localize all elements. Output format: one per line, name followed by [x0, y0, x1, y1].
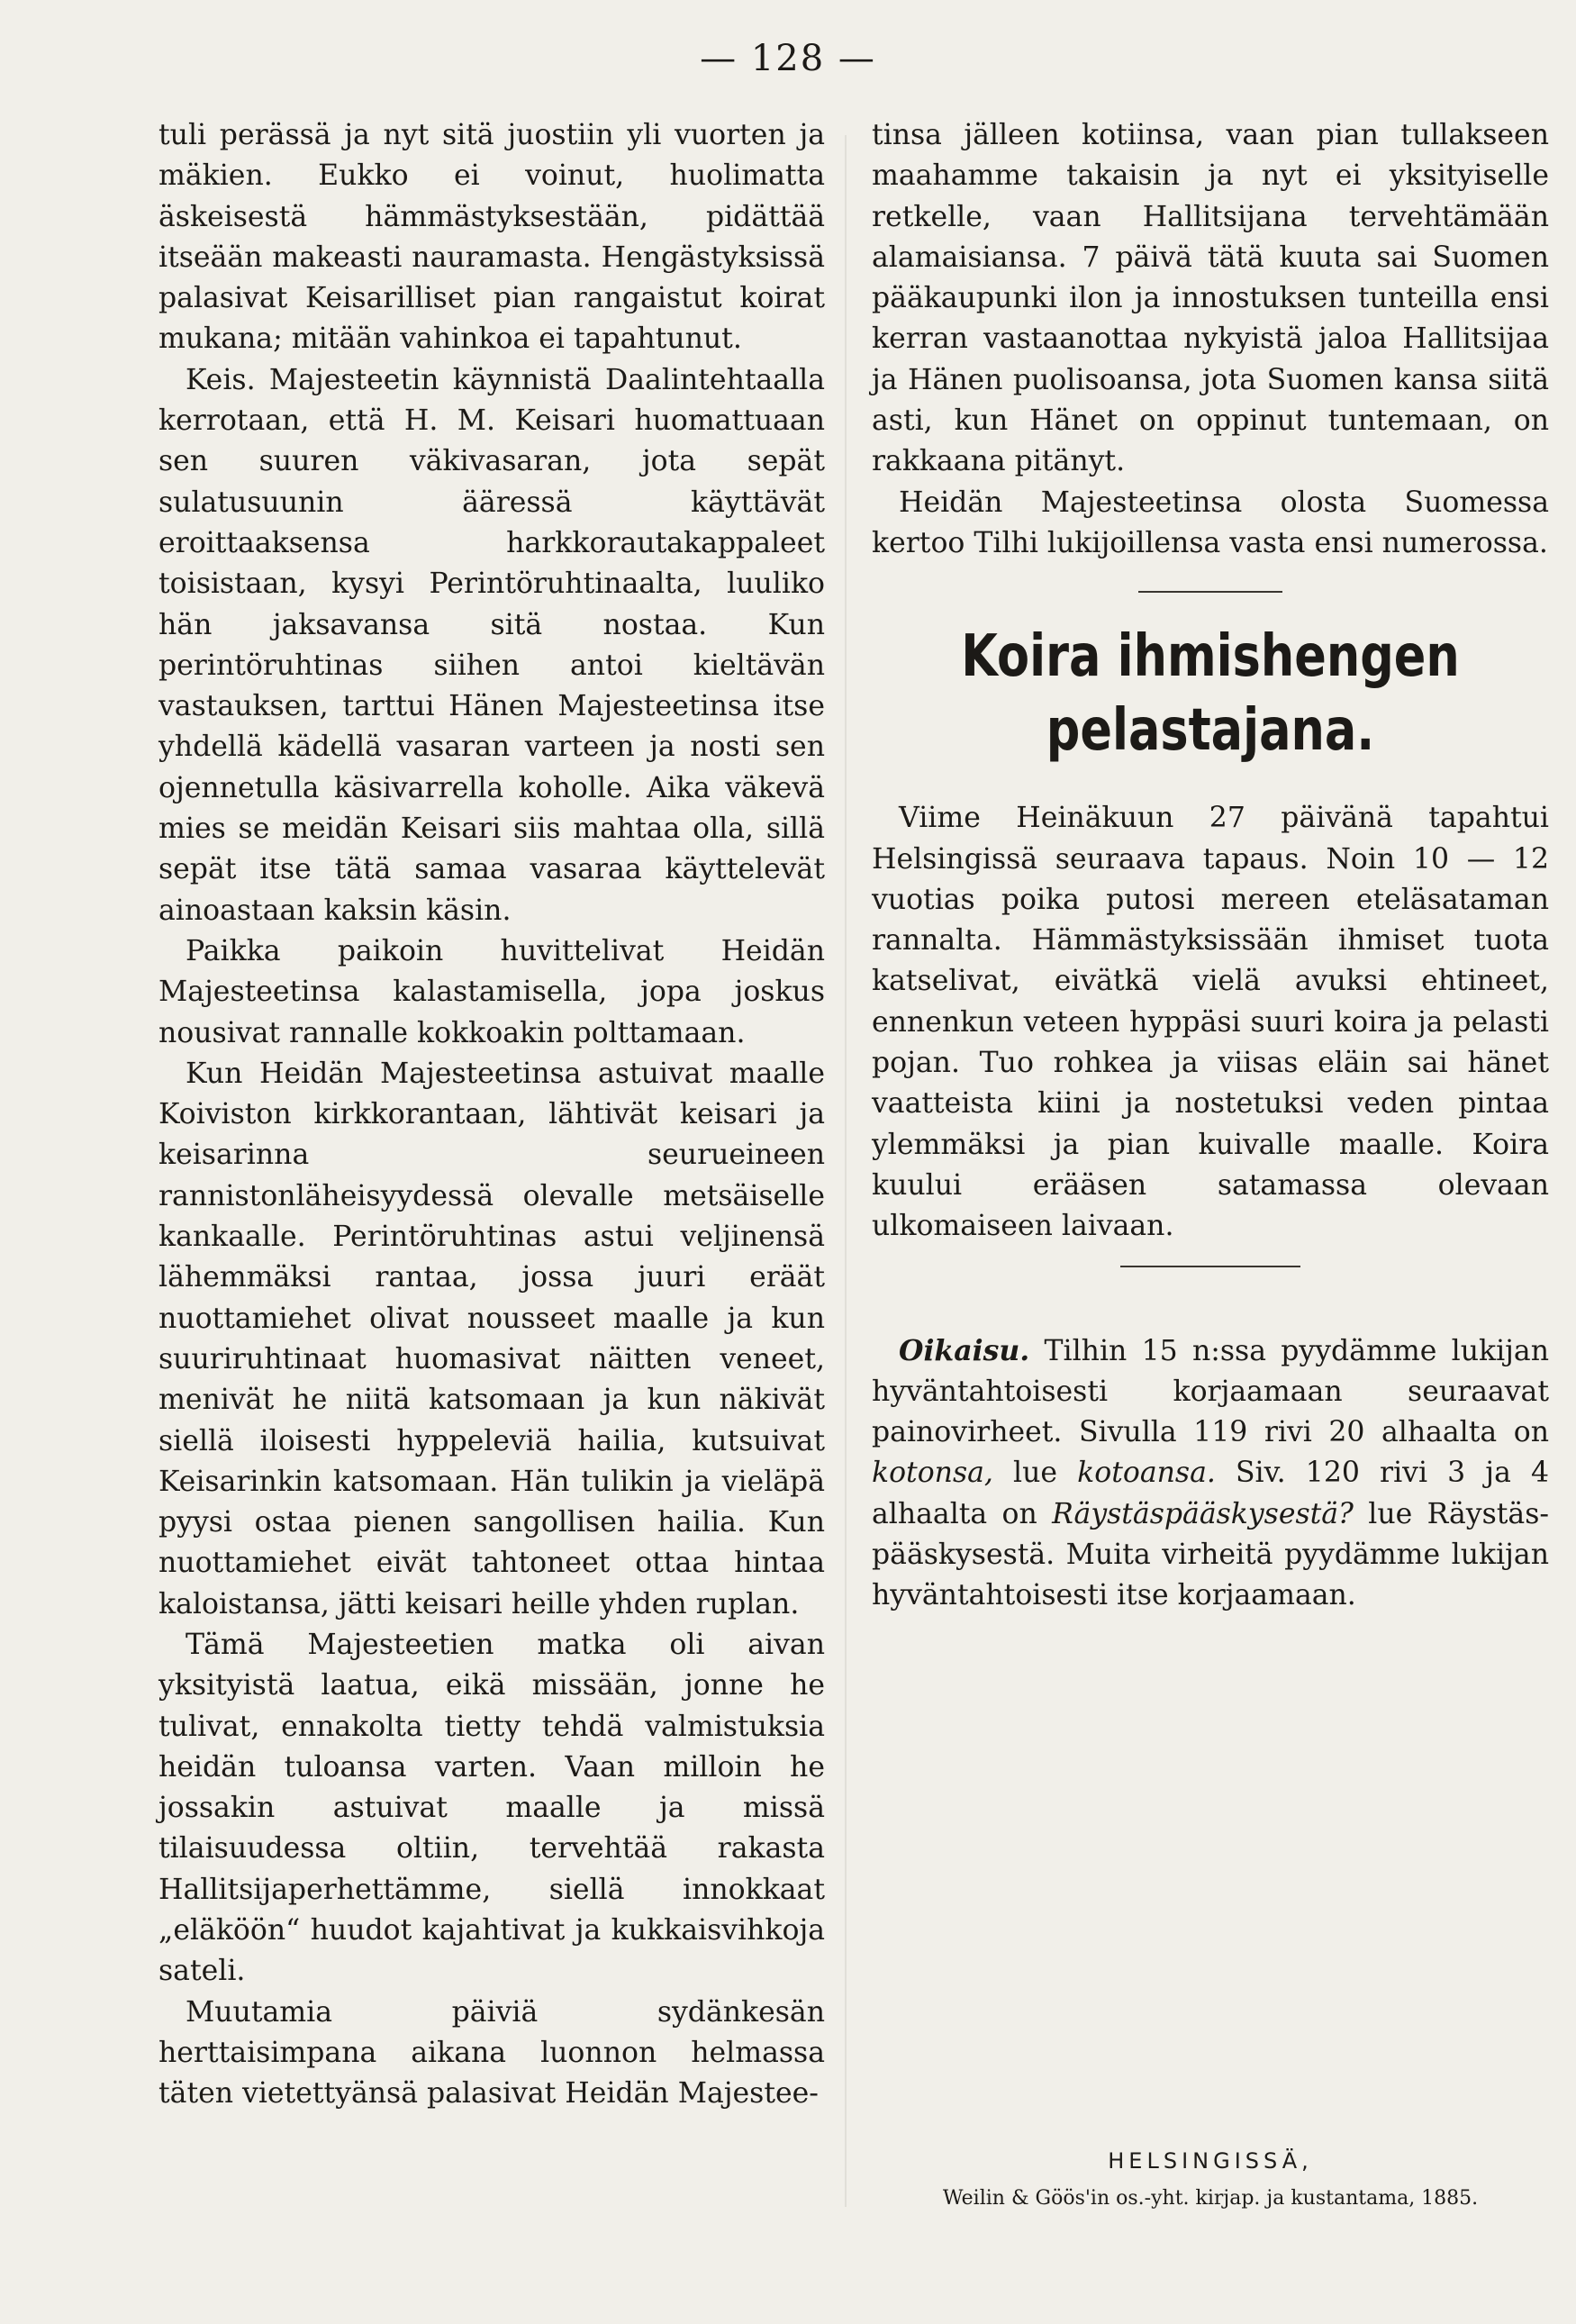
corrected-word: kotoansa. [1077, 1457, 1216, 1490]
heading-line: pelastajana. [1046, 697, 1375, 765]
correction-label: Oikaisu. [899, 1333, 1030, 1367]
correction-paragraph [872, 1330, 1549, 1617]
left-column [159, 115, 825, 2115]
correction-text: lue Räystäs-pääskysestä. Muita virheitä pyydämme lukijan hyväntahtoisesti itse korjaamaan. [872, 1497, 1549, 1612]
misprint: Räystäspääskysestä? [1052, 1497, 1354, 1530]
misprint: kotonsa, [872, 1457, 993, 1490]
paragraph: Keis. Majesteetin käynnistä Daalintehtaalla kerrotaan, että H. M. Keisari huomattuaan sen suuren väkivasaran, jota sepät sulatusuunin ääressä käyttävät eroittaaksensa harkkorautakappaleet toisistaan, kysyi Perintöruhtinaalta, luuliko hän jaksavansa sitä nostaa. Kun perintöruhtinas siihen antoi kieltävän vastauksen, tarttui Hänen Majesteetinsa itse yhdellä kädellä vasaran varteen ja nosti sen ojennetulla käsivarrella koholle. Aika väkevä mies se meidän Keisari siis mahtaa olla, sillä sepät itse tätä samaa vasaraa käyttelevät ainoastaan kaksin käsin. [159, 363, 825, 927]
paragraph: Muutamia päiviä sydänkesän herttaisimpana aikana luonnon helmassa täten vietettyänsä palasivat Heidän Majestee- [159, 1995, 825, 2111]
paragraph: tinsa jälleen kotiinsa, vaan pian tullakseen maahamme takaisin ja nyt ei yksityiselle retkelle, vaan Hallitsijana tervehtämään alamaisiansa. 7 päivä tätä kuuta sai Suomen pääkaupunki ilon ja innostuksen tunteilla ensi kerran vastaanottaa nykyistä jaloa Hallitsijaa ja Hänen puolisoansa, jota Suomen kansa siitä asti, kun Hänet on oppinut tuntemaan, on rakkaana pitänyt. [872, 119, 1549, 478]
imprint-printer: Weilin & Göös'in os.-yht. kirjap. ja kustantama, 1885. [942, 2187, 1479, 2210]
paragraph: Viime Heinäkuun 27 päivänä tapahtui Helsingissä seuraava tapaus. Noin 10 — 12 vuotias poika putosi mereen eteläsataman rannalta. Hämmästyksissään ihmiset tuota katselivat, eivätkä vielä avuksi ehtineet, ennenkun veteen hyppäsi suuri koira ja pelasti pojan. Tuo rohkea ja viisas eläin sai hänet vaatteista kiini ja nostetuksi veden pintaa ylemmäksi ja pian kuivalle maalle. Koira kuului erääsen satamassa olevaan ulkomaiseen laivaan. [872, 802, 1549, 1243]
paragraph: Tämä Majesteetien matka oli aivan yksityistä laatua, eikä missään, jonne he tulivat, ennakolta tietty tehdä valmistuksia heidän tuloansa varten. Vaan milloin he jossakin astuivat maalle ja missä tilaisuudessa oltiin, tervehtää rakasta Hallitsijaperhettämme, siellä innokkaat „eläköön“ huudot kajahtivat ja kukkaisvihkoja sateli. [159, 1628, 825, 1988]
paragraph: Paikka paikoin huvittelivat Heidän Majesteetinsa kalastamisella, jopa joskus nousivat rannalle kokkoakin polttamaan. [159, 934, 825, 1049]
right-column [872, 115, 1549, 1617]
correction-text: Tilhin 15 n:ssa pyydämme lukijan hyväntahtoisesti korjaamaan seuraavat painovirheet. Sivulla 119 rivi 20 alhaalta on [872, 1334, 1549, 1449]
correction-text: Siv. 120 rivi 3 ja 4 alhaalta on [872, 1457, 1550, 1530]
section-rule [1120, 1266, 1300, 1267]
page-number: — 128 — [700, 38, 876, 79]
article-heading [933, 620, 1489, 767]
column-divider [845, 135, 847, 2207]
paragraph: tuli perässä ja nyt sitä juostiin yli vuorten ja mäkien. Eukko ei voinut, huolimatta äskeisestä hämmästyksestään, pidättää itseään makeasti nauramasta. Hengästyksissä palasivat Keisarilliset pian rangaistut koirat mukana; mitään vahinkoa ei tapahtunut. [159, 119, 825, 356]
heading-line: Koira ihmishengen [961, 623, 1460, 691]
section-rule [1138, 591, 1282, 593]
paragraph: Heidän Majesteetinsa olosta Suomessa kertoo Tilhi lukijoillensa vasta ensi numerossa. [872, 486, 1549, 559]
imprint-city: HELSINGISSÄ, [1108, 2148, 1313, 2174]
correction-text: lue [992, 1457, 1078, 1490]
paragraph: Kun Heidän Majesteetinsa astuivat maalle Koiviston kirkkorantaan, lähtivät keisari ja keisarinna seurueineen rannistonläheisyydessä olevalle metsäiselle kankaalle. Perintöruhtinas astui veljinensä lähemmäksi rantaa, jossa juuri eräät nuottamiehet olivat nousseet maalle ja kun suuriruhtinaat huomasivat näitten veneet, menivät he niitä katsomaan ja kun näkivät siellä iloisesti hyppeleviä hailia, kutsuivat Keisarinkin katsomaan. Hän tulikin ja vieläpä pyysi ostaa pienen sangollisen hailia. Kun nuottamiehet eivät tahtoneet ottaa hintaa kaloistansa, jätti keisari heille yhden ruplan. [159, 1057, 825, 1620]
